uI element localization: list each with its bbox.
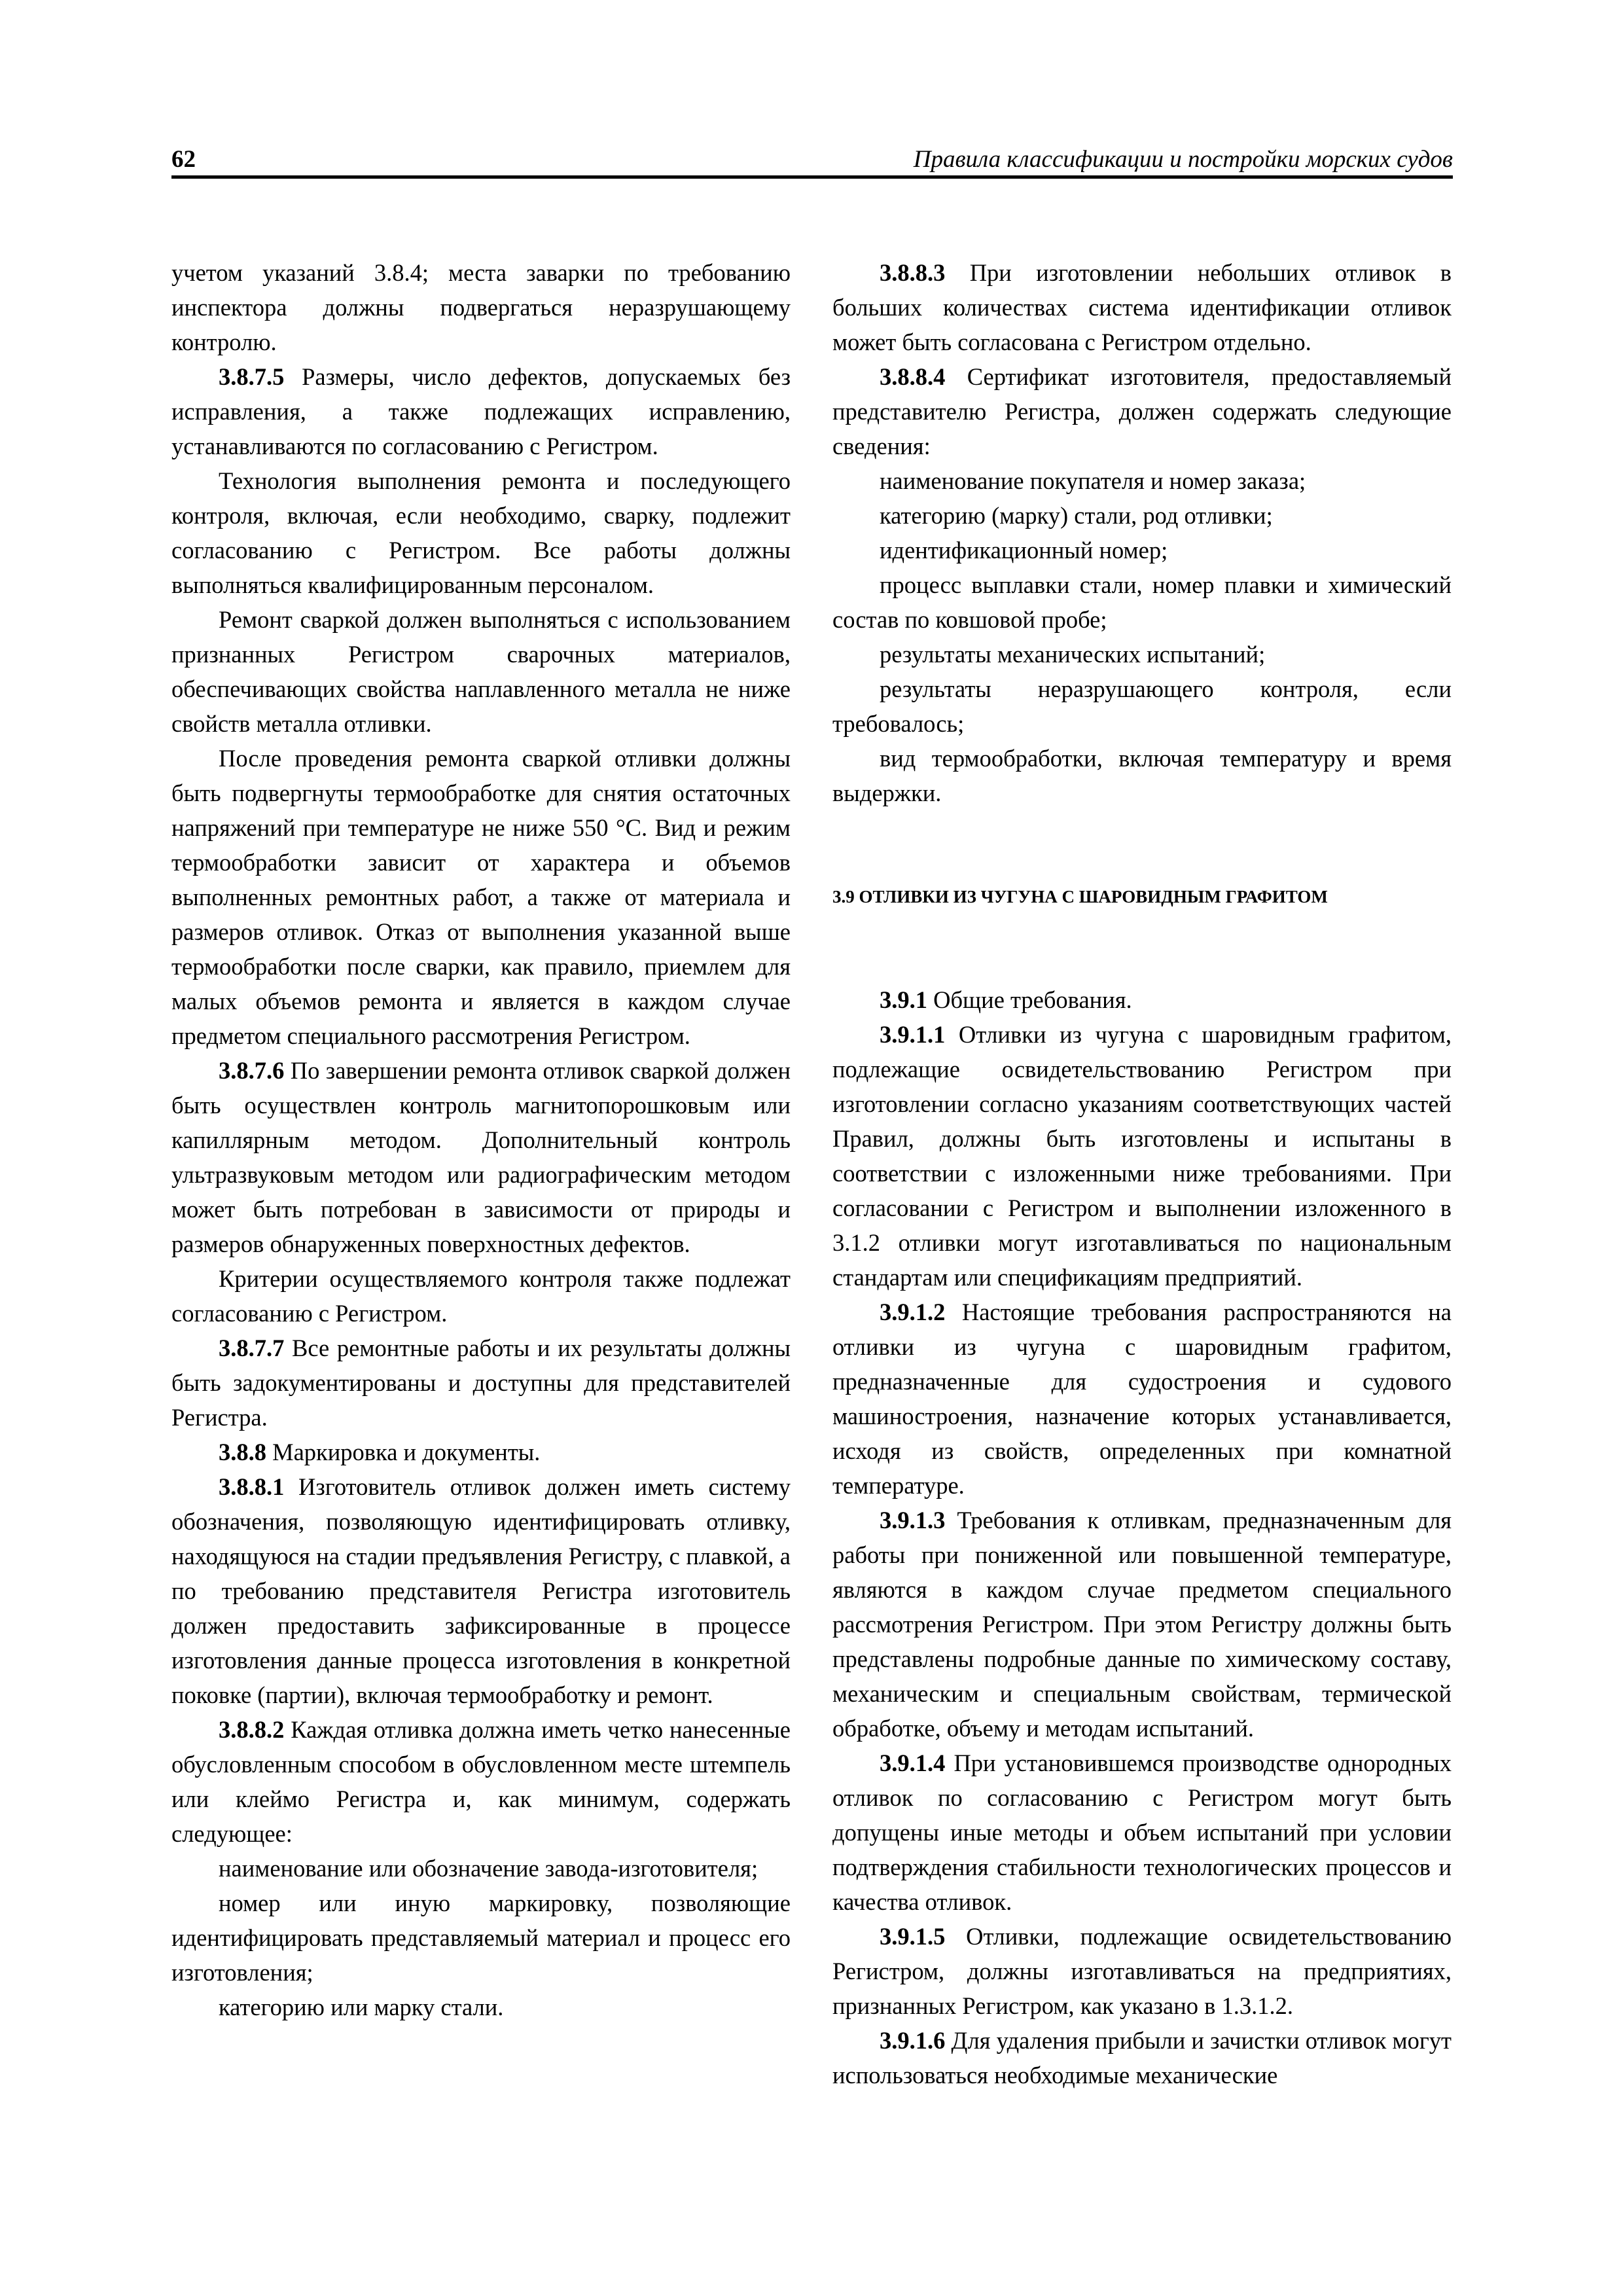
- clause-number: 3.9.1.6: [880, 2027, 946, 2054]
- list-item: [171, 1990, 791, 2024]
- paragraph: [171, 463, 791, 602]
- paragraph: [832, 255, 1452, 359]
- section-heading: 3.9 ОТЛИВКИ ИЗ ЧУГУНА С ШАРОВИДНЫМ ГРАФИТОМ: [832, 887, 1328, 906]
- paragraph: [171, 359, 791, 463]
- list-item: [832, 567, 1452, 637]
- clause-number: 3.9.1.2: [880, 1299, 946, 1325]
- paragraph-text: После проведения ремонта сваркой отливки должны быть подвергнуты термообработке для снятия остаточных напряжений при температуре не ниже 550 °С. Вид и режим термообработки зависит от характера и объемов выполненных ремонтных работ, а также от материала и размеров отливок. Отказ от выполнения указанной выше термообработки после сварки, как правило, приемлем для малых объемов ремонта и является в каждом случае предметом специального рассмотрения Регистром.: [171, 745, 791, 1049]
- paragraph: [832, 1746, 1452, 1919]
- paragraph: [171, 1712, 791, 1851]
- paragraph-text: номер или иную маркировку, позволяющие идентифицировать представляемый материал и процесс его изготовления;: [171, 1890, 791, 1986]
- paragraph: [832, 982, 1452, 1017]
- clause-number: 3.8.7.7: [219, 1335, 285, 1361]
- list-item: [832, 533, 1452, 567]
- paragraph-text: учетом указаний 3.8.4; места заварки по требованию инспектора должны подвергаться неразрушающему контролю.: [171, 259, 791, 355]
- paragraph-text: При установившемся производстве однородных отливок по согласованию с Регистром могут быть допущены иные методы и объем испытаний при условии подтверждения стабильности технологических процессов и качества отливок.: [832, 1749, 1452, 1915]
- paragraph: [171, 1053, 791, 1261]
- paragraph-text: Размеры, число дефектов, допускаемых без исправления, а также подлежащих исправлению, устанавливаются по согласованию с Регистром.: [171, 363, 791, 459]
- paragraph: [171, 741, 791, 1053]
- page-number: 62: [171, 146, 196, 173]
- paragraph: [171, 1261, 791, 1331]
- paragraph-text: идентификационный номер;: [880, 537, 1168, 564]
- paragraph: [832, 1295, 1452, 1503]
- paragraph-text: Критерии осуществляемого контроля также подлежат согласованию с Регистром.: [171, 1265, 791, 1327]
- page-header: [171, 145, 1453, 179]
- clause-number: 3.8.8: [219, 1439, 266, 1465]
- header-rule: [171, 175, 1453, 179]
- list-item: [171, 1851, 791, 1886]
- paragraph-text: Общие требования.: [927, 986, 1132, 1013]
- paragraph: [171, 1435, 791, 1469]
- clause-number: 3.8.8.4: [880, 363, 946, 390]
- paragraph-text: вид термообработки, включая температуру и время выдержки.: [832, 745, 1452, 806]
- paragraph-text: Требования к отливкам, предназначенным для работы при пониженной или повышенной температуре, являются в каждом случае предметом специального рассмотрения Регистром. При этом Регистру должны быть представлены подробные данные по химическому составу, механическим и специальным свойствам, термической обработке, объему и методам испытаний.: [832, 1507, 1452, 1742]
- list-item: [832, 498, 1452, 533]
- clause-number: 3.9.1.1: [880, 1021, 946, 1048]
- paragraph-text: Все ремонтные работы и их результаты должны быть задокументированы и доступны для представителей Регистра.: [171, 1335, 791, 1431]
- list-item: [832, 637, 1452, 672]
- paragraph-text: Технология выполнения ремонта и последующего контроля, включая, если необходимо, сварку, подлежит согласованию с Регистром. Все работы должны выполняться квалифицированным персоналом.: [171, 467, 791, 598]
- paragraph: [832, 1919, 1452, 2023]
- list-item: [832, 741, 1452, 810]
- paragraph-text: процесс выплавки стали, номер плавки и химический состав по ковшовой пробе;: [832, 571, 1452, 633]
- paragraph-text: наименование покупателя и номер заказа;: [880, 467, 1306, 494]
- paragraph-text: Отливки, подлежащие освидетельствованию Регистром, должны изготавливаться на предприятиях, признанных Регистром, как указано в 1.3.1.2.: [832, 1923, 1452, 2019]
- paragraph: [832, 1017, 1452, 1295]
- paragraph: [832, 1503, 1452, 1746]
- paragraph-text: По завершении ремонта отливок сваркой должен быть осуществлен контроль магнитопорошковым или капиллярным методом. Дополнительный контроль ультразвуковым методом или радиографическим методом может быть потребован в зависимости от природы и размеров обнаруженных поверхностных дефектов.: [171, 1057, 791, 1257]
- clause-number: 3.9.1.5: [880, 1923, 946, 1950]
- clause-number: 3.8.8.3: [880, 259, 946, 286]
- list-item: [171, 1886, 791, 1990]
- paragraph: [171, 255, 791, 359]
- paragraph-text: Отливки из чугуна с шаровидным графитом, подлежащие освидетельствованию Регистром при изготовлении согласно указаниям соответствующих частей Правил, должны быть изготовлены и испытаны в соответствии с изложенными ниже требованиями. При согласовании с Регистром и выполнении изложенного в 3.1.2 отливки могут изготавливаться по национальным стандартам или спецификациям предприятий.: [832, 1021, 1452, 1291]
- paragraph-text: При изготовлении небольших отливок в больших количествах система идентификации отливок может быть согласована с Регистром отдельно.: [832, 259, 1452, 355]
- paragraph-text: наименование или обозначение завода-изготовителя;: [219, 1855, 758, 1882]
- clause-number: 3.8.8.1: [219, 1473, 285, 1500]
- clause-number: 3.9.1.4: [880, 1749, 946, 1776]
- list-item: [832, 672, 1452, 741]
- clause-number: 3.8.7.6: [219, 1057, 285, 1084]
- paragraph-text: категорию (марку) стали, род отливки;: [880, 502, 1273, 529]
- clause-number: 3.8.7.5: [219, 363, 285, 390]
- paragraph-text: Каждая отливка должна иметь четко нанесенные обусловленным способом в обусловленном месте штемпель или клеймо Регистра и, как минимум, содержать следующее:: [171, 1716, 791, 1847]
- paragraph: [171, 1469, 791, 1712]
- paragraph: [171, 1331, 791, 1435]
- list-item: [832, 463, 1452, 498]
- paragraph-text: Изготовитель отливок должен иметь систему обозначения, позволяющую идентифицировать отливку, находящуюся на стадии предъявления Регистру, с плавкой, а по требованию представителя Регистра изготовитель должен предоставить зафиксированные в процессе изготовления данные процесса изготовления в конкретной поковке (партии), включая термообработку и ремонт.: [171, 1473, 791, 1708]
- paragraph: [832, 359, 1452, 463]
- left-column: [171, 255, 791, 2024]
- paragraph-text: Для удаления прибыли и зачистки отливок могут использоваться необходимые механические: [832, 2027, 1452, 2089]
- clause-number: 3.9.1: [880, 986, 927, 1013]
- clause-number: 3.9.1.3: [880, 1507, 946, 1534]
- paragraph-text: Настоящие требования распространяются на отливки из чугуна с шаровидным графитом, предназначенные для судостроения и судового машиностроения, назначение которых устанавливается, исходя из свойств, определенных при комнатной температуре.: [832, 1299, 1452, 1499]
- right-column: [832, 255, 1452, 2092]
- paragraph: [832, 2023, 1452, 2092]
- clause-number: 3.8.8.2: [219, 1716, 285, 1743]
- paragraph-text: Ремонт сваркой должен выполняться с использованием признанных Регистром сварочных материалов, обеспечивающих свойства наплавленного металла не ниже свойств металла отливки.: [171, 606, 791, 737]
- paragraph-text: категорию или марку стали.: [219, 1994, 504, 2020]
- paragraph-text: результаты механических испытаний;: [880, 641, 1266, 668]
- running-title: Правила классификации и постройки морских судов: [913, 146, 1453, 173]
- paragraph: [171, 602, 791, 741]
- paragraph-text: Сертификат изготовителя, предоставляемый представителю Регистра, должен содержать следующие сведения:: [832, 363, 1452, 459]
- paragraph-text: результаты неразрушающего контроля, если требовалось;: [832, 675, 1452, 737]
- paragraph-text: Маркировка и документы.: [266, 1439, 541, 1465]
